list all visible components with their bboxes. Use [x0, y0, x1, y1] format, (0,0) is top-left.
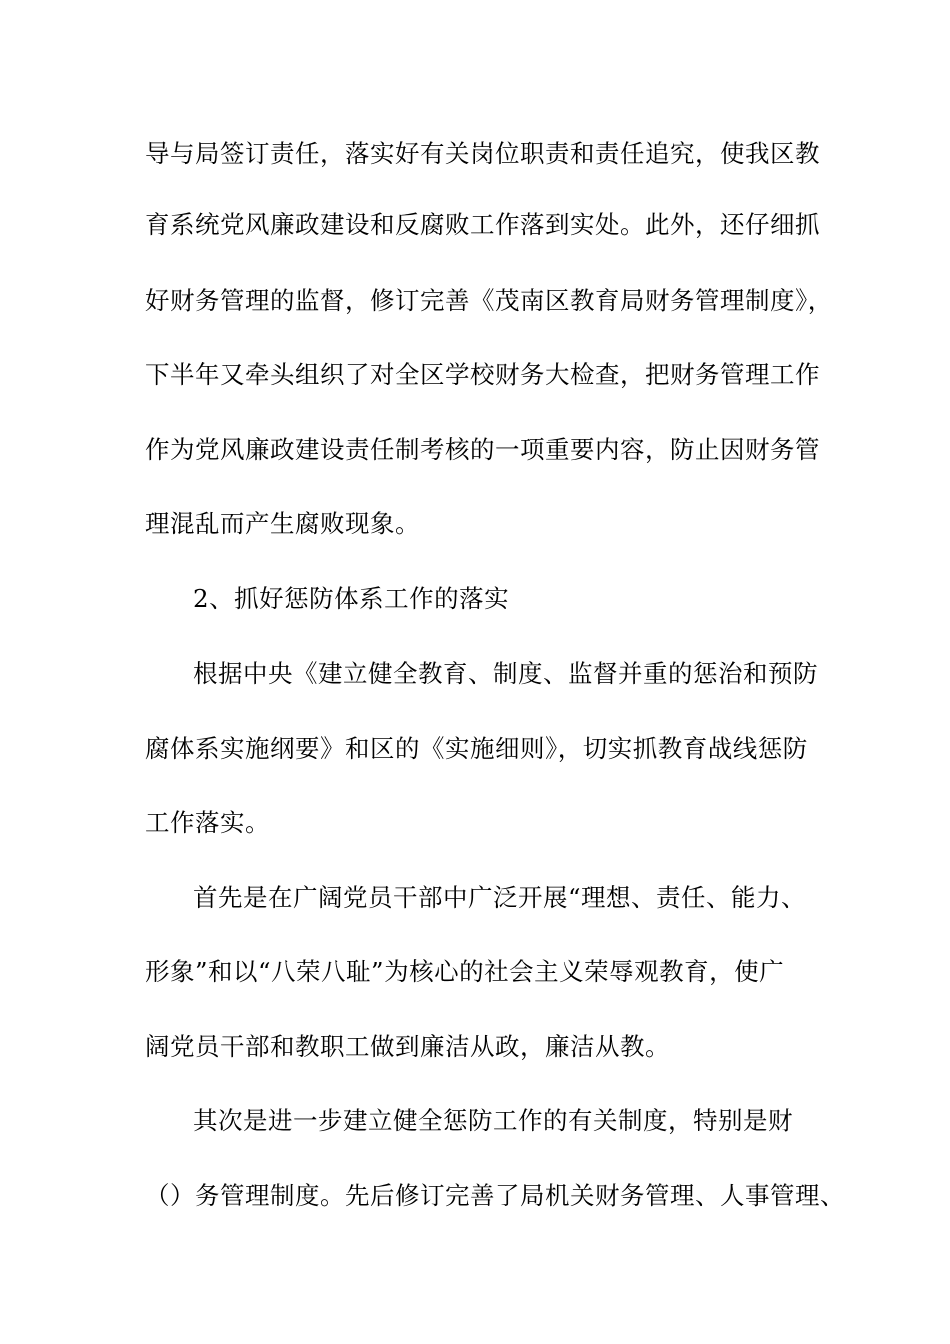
text-line-12: 形象”和以“八荣八耻”为核心的社会主义荣辱观教育，使广	[145, 957, 785, 986]
text-line-9: 腐体系实施纲要》和区的《实施细则》，切实抓教育战线惩防	[145, 734, 808, 763]
text-line-14: 其次是进一步建立健全惩防工作的有关制度，特别是财	[193, 1106, 793, 1135]
text-line-10: 工作落实。	[145, 808, 270, 837]
text-line-1: 导与局签订责任，落实好有关岗位职责和责任追究，使我区教	[145, 139, 820, 168]
text-line-3: 好财务管理的监督，修订完善《茂南区教育局财务管理制度》，	[145, 286, 833, 315]
text-line-15: （）务管理制度。先后修订完善了局机关财务管理、人事管理、	[145, 1181, 845, 1210]
section-heading: 2、抓好惩防体系工作的落实	[193, 584, 510, 613]
text-line-5: 作为党风廉政建设责任制考核的一项重要内容，防止因财务管	[145, 435, 820, 464]
text-line-13: 阔党员干部和教职工做到廉洁从政，廉洁从教。	[145, 1032, 670, 1061]
text-line-8: 根据中央《建立健全教育、制度、监督并重的惩治和预防	[193, 659, 818, 688]
text-line-2: 育系统党风廉政建设和反腐败工作落到实处。此外，还仔细抓	[145, 210, 820, 239]
text-line-11: 首先是在广阔党员干部中广泛开展“理想、责任、能力、	[193, 883, 807, 912]
text-line-4: 下半年又牵头组织了对全区学校财务大检查，把财务管理工作	[145, 360, 820, 389]
text-line-6: 理混乱而产生腐败现象。	[145, 509, 420, 538]
